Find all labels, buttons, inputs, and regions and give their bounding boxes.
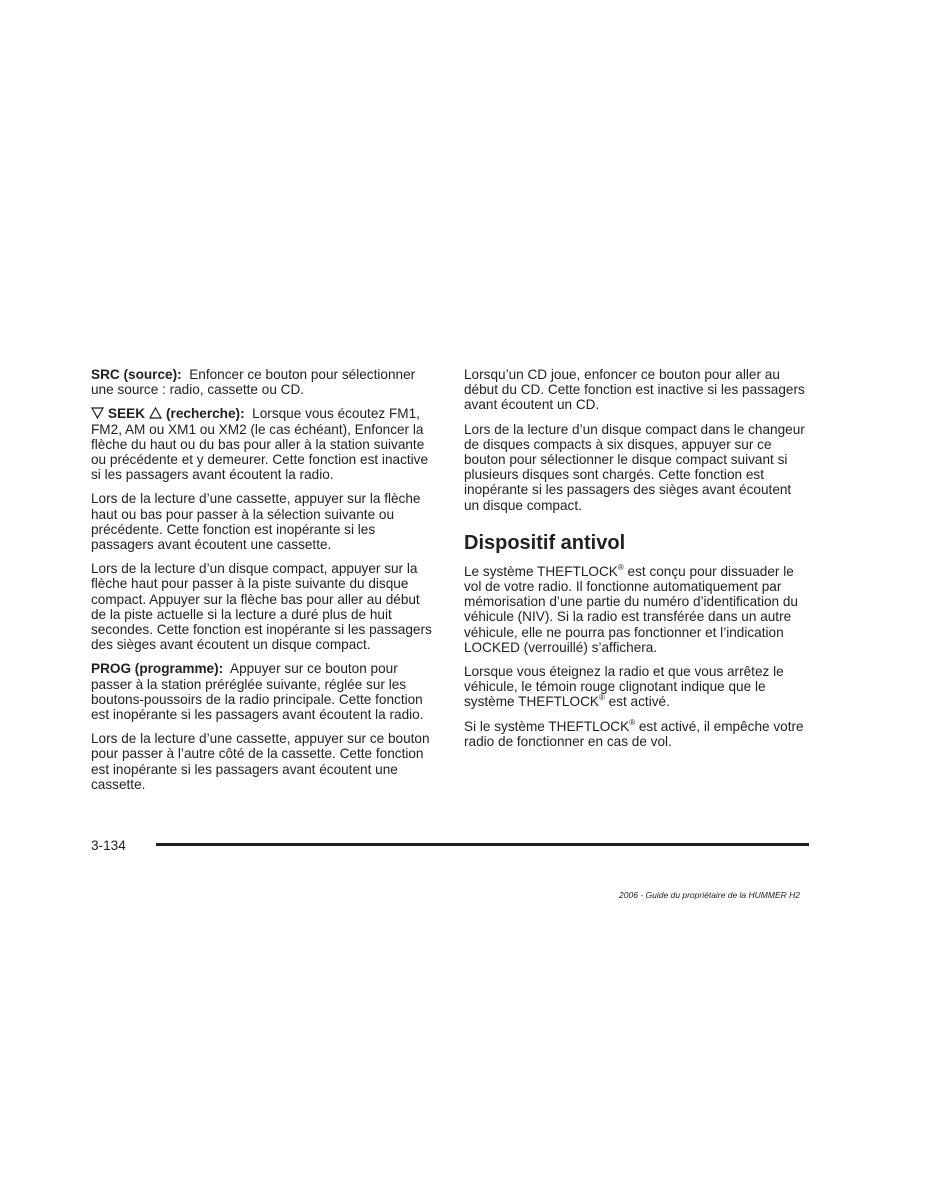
theftlock-1-after: est conçu pour dissuader le vol de votre radio. Il fonctionne automatiquement par mémorisation d’une partie du numéro d’identification du véhicule (NIV). Si la radio est transférée dans un autre véhicule, elle ne pourra pas fonctionner et l’indication LOCKED (verrouillé) s’affichera. [464, 563, 798, 655]
theftlock-1-before: Le système THEFTLOCK [464, 563, 618, 579]
right-column [464, 367, 810, 758]
seek-down-triangle-icon [91, 407, 104, 419]
cd-paragraph: Lors de la lecture d’un disque compact, appuyer sur la flèche haut pour passer à la piste suivante du disque compact. Appuyer sur la flèche bas pour aller au début de la piste actuelle si la lecture a duré plus de huit secondes. Cette fonction est inopérante si les passagers des sièges avant écoutent un disque compact. [91, 561, 432, 653]
footer-text: 2006 - Guide du propriétaire de la HUMMER H2 [619, 890, 800, 900]
registered-mark: ® [598, 693, 605, 703]
theftlock-paragraph-3 [464, 719, 810, 749]
registered-mark: ® [629, 717, 636, 727]
theftlock-3-after: est activé, il empêche votre radio de fonctionner en cas de vol. [464, 718, 804, 749]
seek-up-triangle-icon [149, 407, 162, 419]
seek-paragraph [91, 406, 437, 482]
theftlock-paragraph-2 [464, 664, 810, 710]
changer-paragraph: Lors de la lecture d’un disque compact dans le changeur de disques compacts à six disques, appuyer sur ce bouton pour sélectionner le disque compact suivant si plusieurs disques sont chargés. Cette fonction est inopérante si les passagers des sièges avant écoutent un disque compact. [464, 421, 805, 513]
seek-text: Lorsque vous écoutez FM1, FM2, AM ou XM1 ou XM2 (le cas échéant), Enfoncer la flèche du haut ou du bas pour aller à la station suivante ou précédente et y demeurer. Cette fonction est inactive si les passagers avant écoutent la radio. [91, 406, 429, 483]
cassette-paragraph: Lors de la lecture d’une cassette, appuyer sur la flèche haut ou bas pour passer à la sélection suivante ou précédente. Cette fonction est inopérante si les passagers avant écoutent une cassette. [91, 491, 421, 553]
cd-play-paragraph: Lorsqu’un CD joue, enfoncer ce bouton pour aller au début du CD. Cette fonction est inactive si les passagers avant écoutent un CD. [464, 367, 805, 413]
section-heading: Dispositif antivol [464, 531, 626, 554]
page-number: 3-134 [91, 838, 126, 853]
src-paragraph [91, 367, 437, 397]
src-text: Enfoncer ce bouton pour sélectionner une source : radio, cassette ou CD. [91, 367, 416, 398]
theftlock-2-before: Lorsque vous éteignez la radio et que vous arrêtez le véhicule, le témoin rouge clignotant indique que le système THEFTLOCK [464, 664, 784, 710]
cassette-side-paragraph: Lors de la lecture d’une cassette, appuyer sur ce bouton pour passer à l’autre côté de la cassette. Cette fonction est inopérante si les passagers avant écoutent une cassette. [91, 731, 430, 792]
seek-label: SEEK [108, 406, 146, 422]
src-label: SRC (source): [91, 367, 182, 382]
registered-mark: ® [617, 562, 624, 572]
prog-label: PROG (programme): [91, 661, 224, 677]
seek-label-suffix: (recherche): [166, 406, 245, 422]
theftlock-3-before: Si le système THEFTLOCK [464, 718, 630, 734]
prog-paragraph [91, 661, 437, 722]
footer-rule [156, 843, 809, 846]
theftlock-paragraph-1 [464, 564, 810, 655]
prog-text: Appuyer sur ce bouton pour passer à la station préréglée suivante, réglée sur les boutons-poussoirs de la radio principale. Cette fonction est inopérante si les passagers avant écoutent la radio. [91, 661, 424, 723]
theftlock-2-after: est activé. [604, 694, 670, 710]
left-column [91, 367, 437, 801]
